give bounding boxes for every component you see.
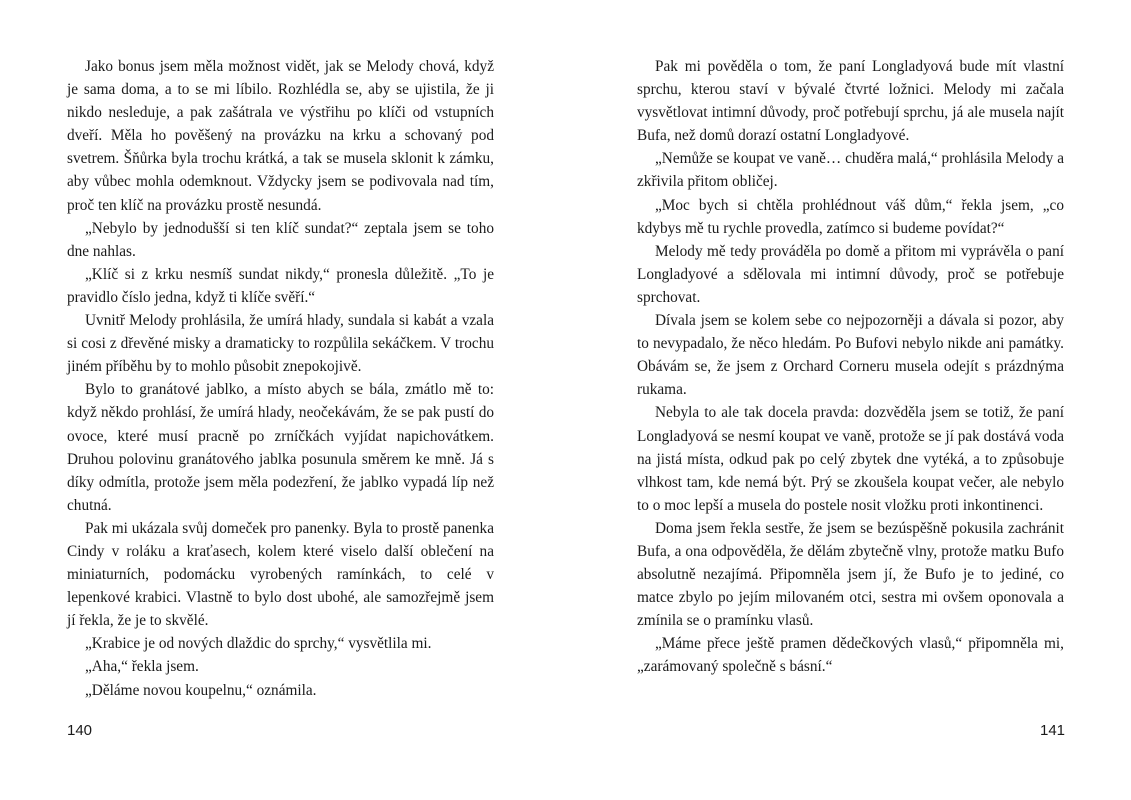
paragraph: „Klíč si z krku nesmíš sundat nikdy,“ pronesla důležitě. „To je pravidlo číslo jedna, když ti klíče svěří.“ xyxy=(67,265,494,306)
paragraph: Bylo to granátové jablko, a místo abych se bála, zmátlo mě to: když někdo prohlásí, že umírá hlady, neočekávám, že se pak pustí do ovoce, které musí pracně po zrníčkách vyjídat napichovátkem. Druhou polovinu granátového jablka posunula směrem ke mně. Já s díky odmítla, protože jsem měla podezření, že jablko vypadá líp než chutná. xyxy=(67,381,494,514)
page-number-right: 141 xyxy=(1040,722,1066,739)
paragraph: „Nemůže se koupat ve vaně… chuděra malá,“ prohlásila Melody a zkřivila přitom obličej. xyxy=(637,150,1064,191)
paragraph: Uvnitř Melody prohlásila, že umírá hlady, sundala si kabát a vzala si cosi z dřevěné misky a dramaticky to rozpůlila sekáčkem. V trochu jiném příběhu by to mohlo působit znepokojivě. xyxy=(67,312,494,376)
paragraph: Nebyla to ale tak docela pravda: dozvěděla jsem se totiž, že paní Longladyová se nesmí koupat ve vaně, protože se jí pak dostává voda na jistá místa, odkud pak po celý zbytek dne vytéká, a to způsobuje vlhkost tam, kde nemá být. Prý se zkoušela koupat večer, ale nebylo to o moc lepší a musela do postele nosit vložku proti inkontinenci. xyxy=(637,404,1064,514)
left-page xyxy=(67,55,494,702)
paragraph: Pak mi pověděla o tom, že paní Longladyová bude mít vlastní sprchu, kterou staví v bývalé čtvrté ložnici. Melody mi začala vysvětlovat intimní důvody, proč potřebují sprchu, já ale musela najít Bufa, než domů dorazí ostatní Longladyové. xyxy=(637,58,1064,145)
page-number-left: 140 xyxy=(67,722,93,739)
paragraph: „Krabice je od nových dlaždic do sprchy,“ vysvětlila mi. xyxy=(85,635,432,653)
right-page xyxy=(637,55,1064,679)
paragraph: Dívala jsem se kolem sebe co nejpozorněji a dávala si pozor, aby to nevypadalo, že něco hledám. Po Bufovi nebylo nikde ani památky. Obávám se, že jsem z Orchard Corneru musela odejít s prázdnýma rukama. xyxy=(637,312,1064,399)
paragraph: Jako bonus jsem měla možnost vidět, jak se Melody chová, když je sama doma, a to se mi líbilo. Rozhlédla se, aby se ujistila, že ji nikdo nesleduje, a pak zašátrala ve výstřihu po klíči od vstupních dveří. Měla ho pověšený na provázku na krku a schovaný pod svetrem. Šňůrka byla trochu krátká, a tak se musela sklonit k zámku, aby vůbec mohla odemknout. Vždycky jsem se podivovala nad tím, proč ten klíč na provázku prostě nesundá. xyxy=(67,58,494,214)
paragraph: „Moc bych si chtěla prohlédnout váš dům,“ řekla jsem, „co kdybys mě tu rychle provedla, zatímco si budeme povídat?“ xyxy=(637,196,1064,237)
right-page-text xyxy=(637,55,1064,679)
paragraph: Pak mi ukázala svůj domeček pro panenky. Byla to prostě panenka Cindy v roláku a kraťasech, kolem které viselo další oblečení na miniaturních, podomácku vyrobených ramínkách, to celé v lepenkové krabici. Vlastně to bylo dost ubohé, ale samozřejmě jsem jí řekla, že je to skvělé. xyxy=(67,519,494,630)
paragraph: Doma jsem řekla sestře, že jsem se bezúspěšně pokusila zachránit Bufa, a ona odpověděla, že dělám zbytečně vlny, protože matku Bufo absolutně nezajímá. Připomněla jsem jí, že Bufo je to jediné, co matce zbylo po jejím milovaném otci, sestra mi ovšem oponovala a zmínila se o pramínku vlasů. xyxy=(637,519,1064,630)
paragraph: Melody mě tedy prováděla po domě a přitom mi vyprávěla o paní Longladyové a sdělovala mi intimní důvody, proč se potřebuje sprchovat. xyxy=(637,242,1064,306)
paragraph: „Máme přece ještě pramen dědečkových vlasů,“ připomněla mi, „zarámovaný společně s básní.“ xyxy=(637,635,1064,676)
paragraph: „Nebylo by jednodušší si ten klíč sundat?“ zeptala jsem se toho dne nahlas. xyxy=(67,219,494,260)
paragraph: „Děláme novou koupelnu,“ oznámila. xyxy=(85,681,317,699)
left-page-text xyxy=(67,55,494,702)
paragraph: „Aha,“ řekla jsem. xyxy=(85,658,199,676)
